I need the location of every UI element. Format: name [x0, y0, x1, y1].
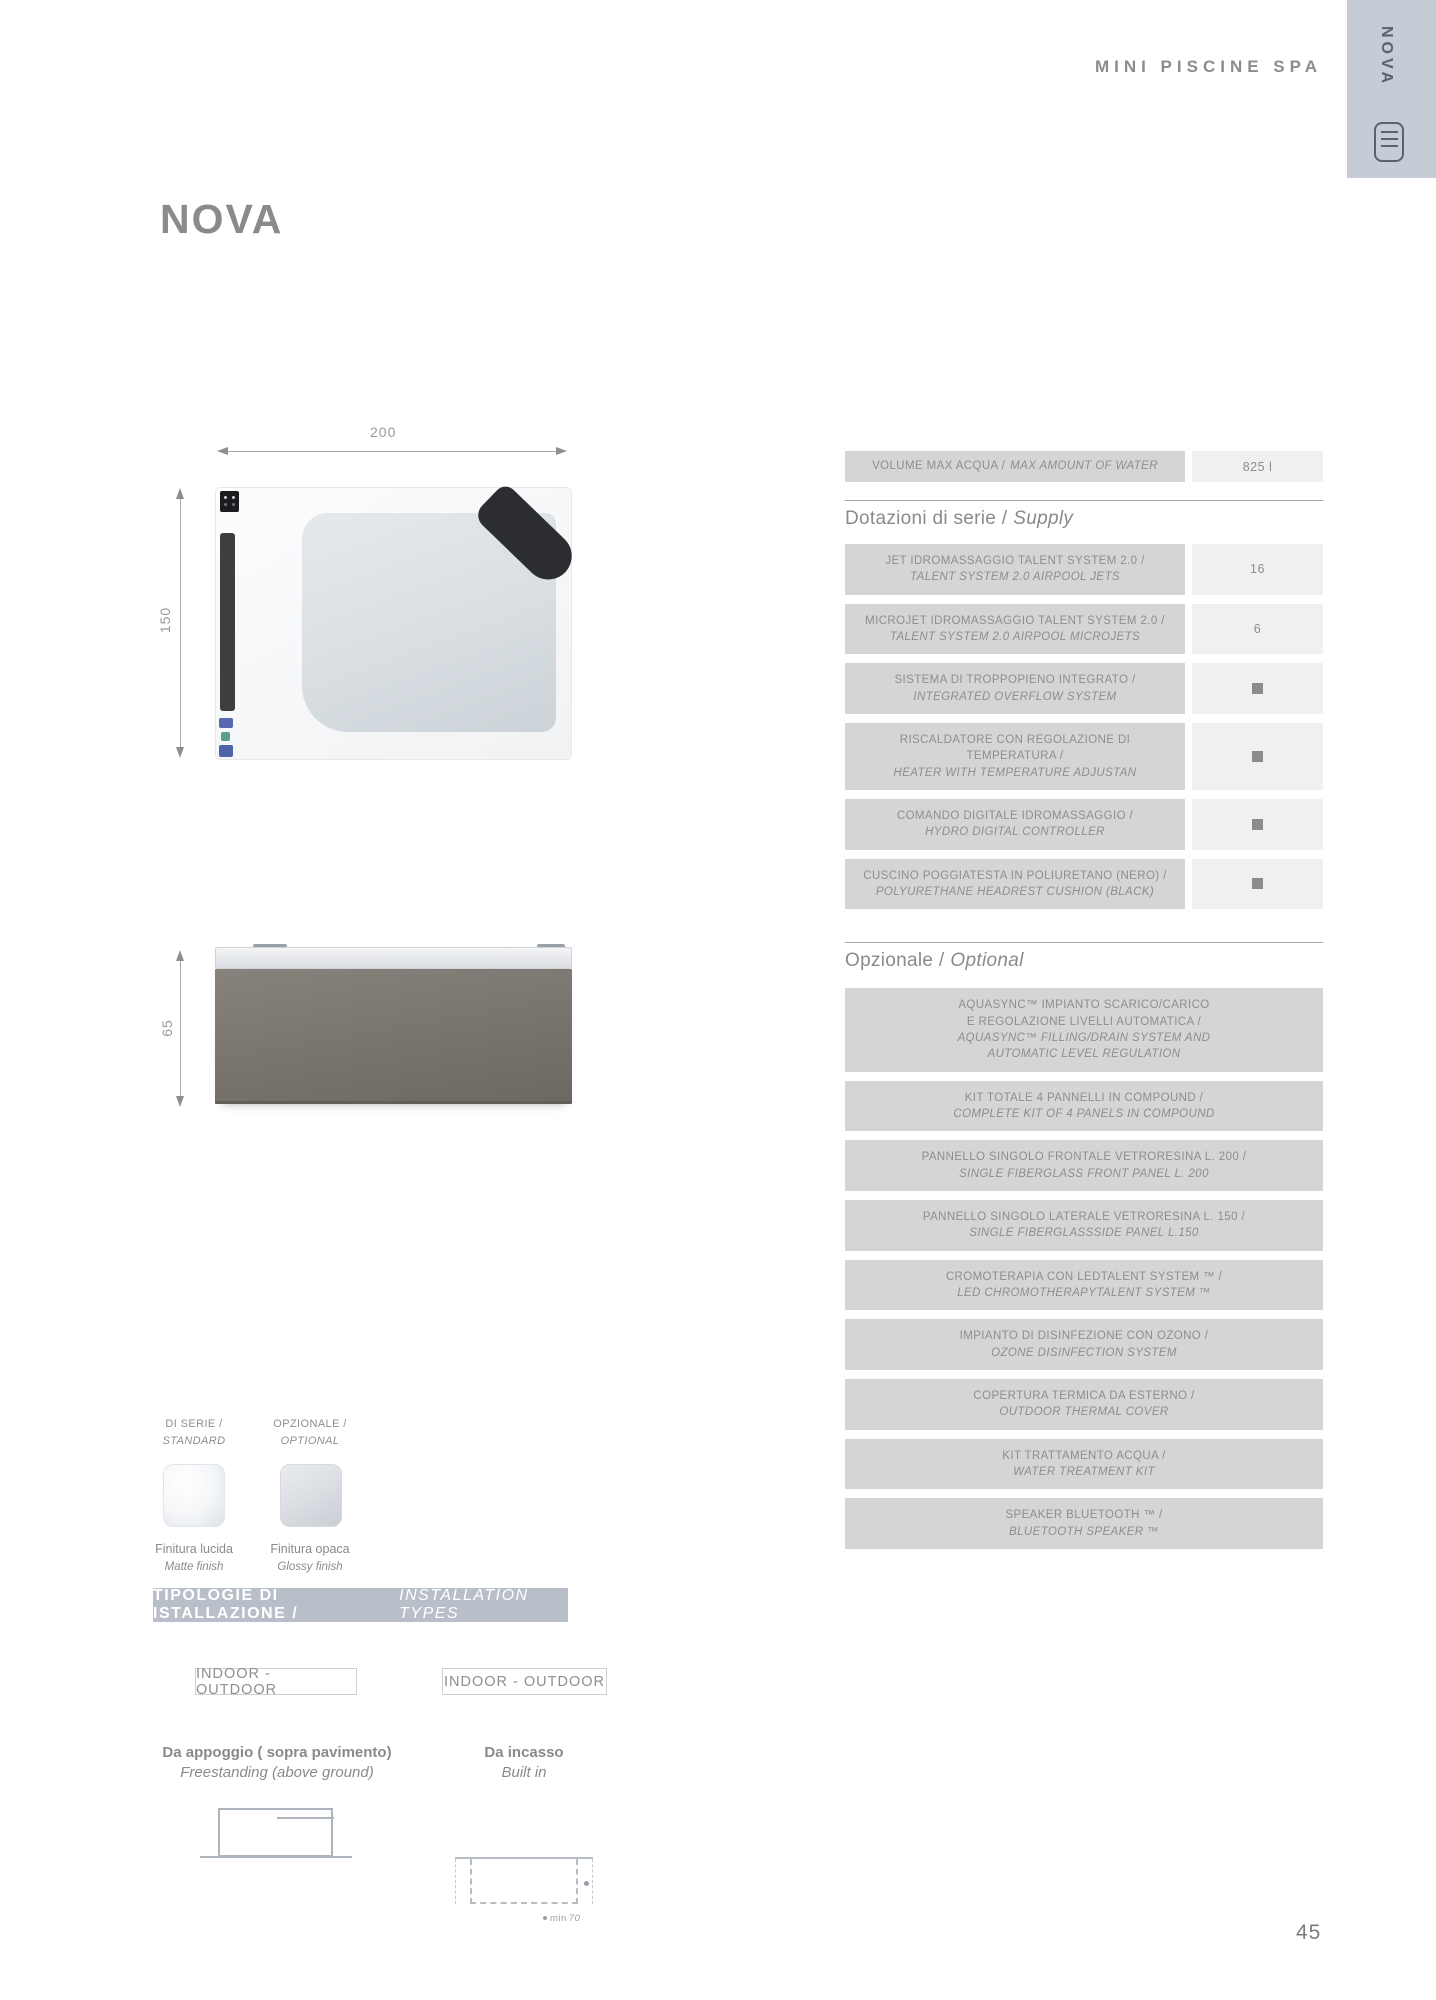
jet-icon [219, 745, 233, 757]
dim-depth-arrow [176, 950, 185, 1107]
supply-heading: Dotazioni di serie / Supply [845, 508, 1074, 529]
spec-row-value [1192, 859, 1323, 910]
spec-row-label: MICROJET IDROMASSAGGIO TALENT SYSTEM 2.0 / TALENT SYSTEM 2.0 AIRPOOL MICROJETS [845, 604, 1185, 655]
spec-row-value [1192, 723, 1323, 790]
freestanding-diagram-waterline [277, 1817, 334, 1819]
matte-finish-swatch [280, 1464, 342, 1527]
builtin-min-note: min 70 [543, 1913, 580, 1924]
spec-row-label: COPERTURA TERMICA DA ESTERNO / OUTDOOR THERMAL COVER [845, 1379, 1323, 1430]
included-square-icon [1252, 819, 1263, 830]
builtin-caption: Da incasso Built in [484, 1744, 564, 1782]
spa-panel [215, 969, 572, 1104]
section-tab-label: NOVA [1378, 26, 1395, 88]
spec-row-label: AQUASYNC™ IMPIANTO SCARICO/CARICO E REGOLAZIONE LIVELLI AUTOMATICA / AQUASYNC™ FILLING/DRAIN SYSTEM AND AUTOMATIC LEVEL REGULATION [845, 988, 1323, 1071]
ground-line [200, 1856, 352, 1858]
spec-row [845, 859, 1323, 910]
optional-row [845, 1140, 1323, 1191]
spa-rim [215, 947, 572, 969]
installation-banner: TIPOLOGIE DI ISTALLAZIONE / INSTALLATION TYPES [153, 1588, 568, 1622]
optional-heading: Opzionale / Optional [845, 950, 1024, 972]
glossy-finish-swatch [163, 1464, 225, 1527]
spa-top-view-drawing [215, 487, 572, 760]
builtin-diagram [470, 1859, 578, 1904]
builtin-diagram-clearance [592, 1859, 593, 1904]
included-square-icon [1252, 878, 1263, 889]
freestanding-caption: Da appoggio ( sopra pavimento) Freestanding (above ground) [162, 1744, 392, 1782]
optional-row [845, 1260, 1323, 1311]
page-number: 45 [1296, 1921, 1322, 1944]
optional-finish-label: OPZIONALE / OPTIONAL [273, 1418, 347, 1447]
spec-row-value: 6 [1192, 604, 1323, 655]
jet-icon [219, 718, 233, 728]
indoor-outdoor-badge: INDOOR - OUTDOOR [442, 1668, 607, 1695]
freestanding-diagram [218, 1808, 333, 1857]
spec-table [845, 451, 1323, 1558]
control-panel [220, 491, 239, 512]
spec-row [845, 799, 1323, 850]
spec-sheet-icon [1374, 122, 1404, 162]
spa-side-view-drawing [215, 947, 572, 1107]
spec-row-label: JET IDROMASSAGGIO TALENT SYSTEM 2.0 / TALENT SYSTEM 2.0 AIRPOOL JETS [845, 544, 1185, 595]
page-title: NOVA [160, 196, 284, 242]
spec-row-value [1192, 663, 1323, 714]
spec-row-label: KIT TRATTAMENTO ACQUA / WATER TREATMENT KIT [845, 1439, 1323, 1490]
section-tab [1347, 0, 1436, 178]
standard-finish-label: DI SERIE / STANDARD [162, 1418, 226, 1447]
volume-row-label: VOLUME MAX ACQUA / MAX AMOUNT OF WATER [845, 451, 1185, 482]
glossy-finish-caption: Finitura lucida Matte finish [155, 1542, 233, 1574]
spec-row-label: SISTEMA DI TROPPOPIENO INTEGRATO / INTEGRATED OVERFLOW SYSTEM [845, 663, 1185, 714]
optional-row [845, 1439, 1323, 1490]
jet-icon [221, 732, 230, 741]
optional-rows [845, 988, 1323, 1549]
spec-row-label: CUSCINO POGGIATESTA IN POLIURETANO (NERO) / POLYURETHANE HEADREST CUSHION (BLACK) [845, 859, 1185, 910]
spec-row-value [1192, 799, 1323, 850]
optional-row [845, 988, 1323, 1071]
optional-row [845, 1498, 1323, 1549]
included-square-icon [1252, 683, 1263, 694]
volume-row [845, 451, 1323, 482]
spec-row-label: PANNELLO SINGOLO LATERALE VETRORESINA L. 150 / SINGLE FIBERGLASSSIDE PANEL L.150 [845, 1200, 1323, 1251]
builtin-diagram-clearance [455, 1859, 456, 1904]
dim-width-arrow [217, 447, 567, 456]
spec-row-label: CROMOTERAPIA CON LEDTALENT SYSTEM ™ / LED CHROMOTHERAPYTALENT SYSTEM ™ [845, 1260, 1323, 1311]
dim-height-label: 150 [157, 606, 174, 634]
dim-height-arrow [176, 488, 185, 758]
optional-row [845, 1379, 1323, 1430]
spec-row [845, 544, 1323, 595]
spec-row [845, 663, 1323, 714]
spec-row-label: RISCALDATORE CON REGOLAZIONE DI TEMPERATURA / HEATER WITH TEMPERATURE ADJUSTAN [845, 723, 1185, 790]
spec-row [845, 723, 1323, 790]
matte-finish-caption: Finitura opaca Glossy finish [270, 1542, 350, 1574]
spec-row-label: PANNELLO SINGOLO FRONTALE VETRORESINA L. 200 / SINGLE FIBERGLASS FRONT PANEL L. 200 [845, 1140, 1323, 1191]
spec-row-label: KIT TOTALE 4 PANNELLI IN COMPOUND / COMPLETE KIT OF 4 PANELS IN COMPOUND [845, 1081, 1323, 1132]
side-grab-bar [220, 533, 235, 711]
indoor-outdoor-badge: INDOOR - OUTDOOR [195, 1668, 357, 1695]
included-square-icon [1252, 751, 1263, 762]
divider [845, 942, 1323, 943]
category-header: MINI PISCINE SPA [1094, 57, 1322, 76]
volume-row-value: 825 l [1192, 451, 1323, 482]
spec-row-label: IMPIANTO DI DISINFEZIONE CON OZONO / OZONE DISINFECTION SYSTEM [845, 1319, 1323, 1370]
optional-row [845, 1200, 1323, 1251]
dim-depth-label: 65 [158, 1019, 175, 1037]
spec-row-label: COMANDO DIGITALE IDROMASSAGGIO / HYDRO DIGITAL CONTROLLER [845, 799, 1185, 850]
spec-row-label: SPEAKER BLUETOOTH ™ / BLUETOOTH SPEAKER ™ [845, 1498, 1323, 1549]
supply-rows [845, 544, 1323, 909]
dim-width-label: 200 [370, 424, 397, 440]
optional-row [845, 1081, 1323, 1132]
divider [845, 500, 1323, 501]
spec-row-value: 16 [1192, 544, 1323, 595]
spec-row [845, 604, 1323, 655]
optional-row [845, 1319, 1323, 1370]
builtin-diagram-dot [584, 1881, 589, 1886]
